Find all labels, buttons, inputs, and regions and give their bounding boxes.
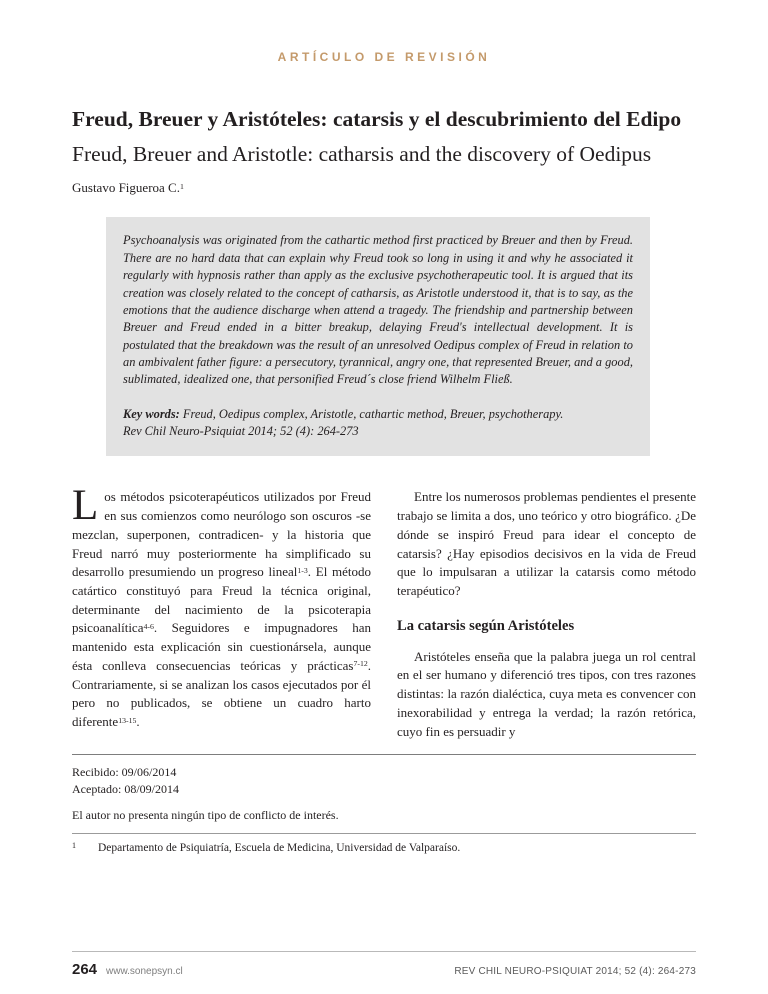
intro-text-4: . Contrariamente, si se analizan los casos ejecutados por él pero no publicados, se obtiene un cuadro harto diferente bbox=[72, 657, 371, 730]
dates-block bbox=[72, 764, 696, 798]
section-heading-catharsis: La catarsis según Aristóteles bbox=[397, 617, 575, 634]
section-label: ARTÍCULO DE REVISIÓN bbox=[277, 50, 491, 64]
journal-running-head: REV CHIL NEURO-PSIQUIAT 2014; 52 (4): 264-273 bbox=[454, 966, 696, 977]
abstract-text: Psychoanalysis was originated from the cathartic method first practiced by Breuer and then by Freud. There are no hard data that can explain why Freud took so long in using it and why he associated it regularly with hypnosis rather than apply as the exclusive psychotherapeutic tool. It is argued that its creation was closely related to the concept of catharsis, as Aristotle understood it, that is to say, as the emotions that the audience discharge when attend a tragedy. The friendship and partnership between Breuer and Freud ended in a bitter breakup, delaying Freud's intellectual development. It is postulated that the breakdown was the result of an unresolved Oedipus complex of Freud in relation to an ambivalent father figure: a persecutory, tyrannical, angry one, that represented Breuer, and a good, sublimated, idealized one, that personified Freud´s close friend Wilhelm Fließ. bbox=[123, 233, 633, 387]
keywords-line bbox=[123, 406, 633, 423]
author-line bbox=[72, 180, 696, 196]
footnote-number: 1 bbox=[72, 840, 76, 850]
footnote-divider bbox=[72, 833, 696, 834]
article-title-english: Freud, Breuer and Aristotle: catharsis and the discovery of Oedipus bbox=[72, 142, 652, 167]
problems-paragraph: Entre los numerosos problemas pendientes el presente trabajo se limita a dos, uno teórico y otro biográfico. ¿De dónde se inspiró Freud para idear el concepto de catarsis? ¿Hay episodios decisivos en la vida de Freud que lo impulsaran a utilizar la catarsis como método terapéutico? bbox=[397, 489, 696, 598]
dropcap: L bbox=[72, 482, 99, 530]
footer-left bbox=[72, 961, 183, 978]
keywords-label: Key words: bbox=[123, 406, 183, 421]
reference-sup-3: 7-12 bbox=[353, 659, 368, 669]
page-footer bbox=[72, 951, 696, 978]
aristotle-paragraph: Aristóteles enseña que la palabra juega un rol central en el ser humano y diferenció tres tipos, con tres razones distintas: la razón dialéctica, cuya meta es convencer con inexorabilidad y entrega la verdad; la razón retórica, cuyo fin es persuadir y bbox=[397, 648, 696, 739]
article-title-spanish: Freud, Breuer y Aristóteles: catarsis y el descubrimiento del Edipo bbox=[72, 107, 682, 131]
author-affiliation-ref: 1 bbox=[179, 181, 184, 191]
intro-text-5: . bbox=[136, 714, 140, 730]
page-number: 264 bbox=[72, 961, 98, 978]
received-date: Recibido: 09/06/2014 bbox=[72, 765, 177, 780]
affiliation-text: Departamento de Psiquiatría, Escuela de Medicina, Universidad de Valparaíso. bbox=[98, 842, 461, 855]
reference-sup-1: 1-3 bbox=[297, 565, 308, 575]
intro-text-2: . El método catártico constituyó para Freud la técnica original, determinante del nacimiento de la psicoterapia psicoanalítica bbox=[72, 564, 372, 636]
intro-paragraph bbox=[72, 482, 372, 731]
reference-sup-4: 13-15 bbox=[118, 715, 137, 725]
intro-text-3: . Seguidores e impugnadores han mantenido esta explicación sin cuestionársela, aunque ésta conlleva consecuencias teóricas y prácticas bbox=[72, 620, 371, 673]
keywords-text: Freud, Oedipus complex, Aristotle, cathartic method, Breuer, psychotherapy. bbox=[182, 406, 564, 421]
abstract-box bbox=[106, 217, 650, 456]
footnote-marker bbox=[72, 842, 98, 854]
intro-text-1: os métodos psicoterapéuticos utilizados por Freud en sus comienzos como neurólogo son oscuros -se mezclan, superponen, contradicen- y la historia que Freud narró muy posteriormente ha simplificado su desarrollo presumiendo un progreso lineal bbox=[72, 489, 371, 580]
author-name: Gustavo Figueroa C. bbox=[72, 180, 180, 196]
right-column bbox=[397, 488, 696, 741]
accepted-date: Aceptado: 08/09/2014 bbox=[72, 782, 179, 797]
notes-divider bbox=[72, 754, 696, 755]
journal-citation: Rev Chil Neuro-Psiquiat 2014; 52 (4): 264-273 bbox=[123, 424, 359, 439]
body-columns bbox=[72, 482, 696, 741]
left-column bbox=[72, 482, 372, 741]
conflict-of-interest-statement: El autor no presenta ningún tipo de conflicto de interés. bbox=[72, 808, 339, 823]
journal-website: www.sonepsyn.cl bbox=[106, 966, 183, 977]
reference-sup-2: 4-6 bbox=[143, 621, 154, 631]
affiliation-footnote bbox=[72, 842, 696, 854]
